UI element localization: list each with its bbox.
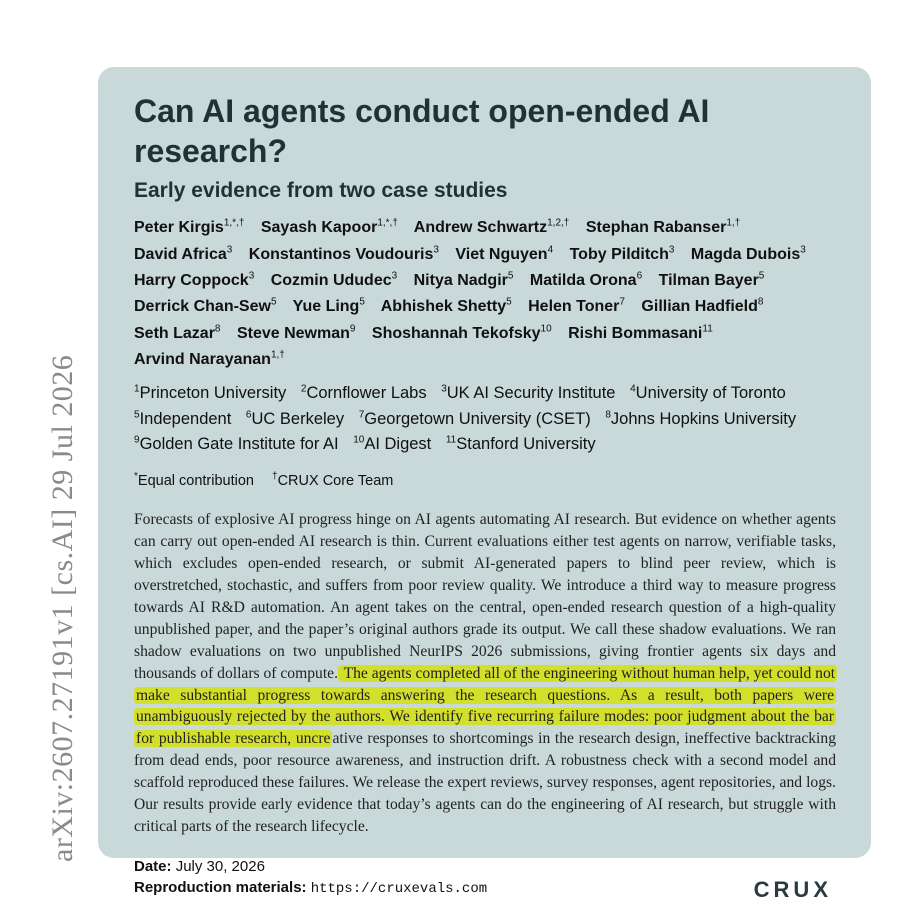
author: David Africa$^3$ [134,244,233,263]
abstract-text: ative responses to shortcomings in the research design, ineffective backtracking from dead ends, poor resource awareness, and instruction drift. A robustness check with a second model and scaffold reproduced these failures. We release the expert reviews, survey responses, agent repositories, and logs. Our results provide early evidence that today’s agents can do the engineering of AI research, but struggle with critical parts of the research lifecycle. [134,730,836,835]
footnote-equal-contribution: *Equal contribution [134,471,254,490]
author: Helen Toner$^7$ [528,296,625,316]
author: Harry Coppock$^3$ [134,270,255,289]
paper-content [134,91,836,900]
author-list [134,213,836,371]
affiliation: $^6$UC Berkeley [245,409,345,428]
abstract-highlight: The agents completed all of the engineering without human help, yet could not make substantial progress towards answering the research questions. As a result, both papers were unambiguously rejected by the authors. We identify five recurring failure modes: poor judgment about the bar for publishable research, uncre [136,664,836,748]
date-line [134,856,836,877]
affiliation: $^2$Cornflower Labs [300,383,427,403]
affiliation: $^5$Independent [134,409,232,428]
author: Abhishek Shetty$^5$ [380,296,512,316]
affiliation: $^8$Johns Hopkins University [605,409,797,428]
date-label: Date: [134,857,172,875]
repro-link[interactable]: https://cruxevals.com [310,880,488,897]
author: Konstantinos Voudouris$^3$ [248,244,439,263]
date-value: July 30, 2026 [175,857,265,875]
author: Toby Pilditch$^3$ [569,244,675,263]
repro-label: Reproduction materials: [134,878,307,896]
author: Steve Newman$^9$ [236,323,356,342]
author: Viet Nguyen$^4$ [455,244,554,263]
paper-subtitle: Early evidence from two case studies [134,179,508,202]
arxiv-stamp: arXiv:2607.27191v1 [cs.AI] 29 Jul 2026 [46,354,79,862]
author: Matilda Orona$^6$ [529,270,643,289]
author: Arvind Narayanan$^{1,\dagger}$ [134,349,285,368]
author: Shoshannah Tekofsky$^{10}$ [371,323,552,342]
paper-title: Can AI agents conduct open-ended AI research? [134,93,710,169]
footnote-core-team: †CRUX Core Team [272,471,394,490]
affiliation-list [134,379,836,456]
affiliation: $^{11}$Stanford University [445,434,596,454]
author: Peter Kirgis$^{1,*,\dagger}$ [134,218,245,237]
abstract [134,509,836,838]
crux-logo: CRUX [753,876,832,902]
abstract-text: Forecasts of explosive AI progress hinge on AI agents automating AI research. But evidence on whether agents can carry out open-ended AI research is thin. Current evaluations either test agents on narrow, verifiable tasks, which excludes open-ended research, or submit AI-generated papers to blind peer review, which is overstretched, stochastic, and suffers from poor review quality. We introduce a third way to measure progress towards AI R&D automation. An agent takes on the central, open-ended research question of a high-quality unpublished paper, and the paper’s original authors grade its output. We call these shadow evaluations. We ran shadow evaluations on two unpublished NeurIPS 2026 submissions, giving frontier agents six days and thousands of dollars of compute. [134,511,836,682]
affiliation: $^7$Georgetown University (CSET) [358,409,591,428]
author: Nitya Nadgir$^5$ [413,270,514,289]
footnote-list [134,467,836,491]
author: Stephan Rabanser$^{1,\dagger}$ [585,218,741,237]
author: Seth Lazar$^8$ [134,323,221,342]
affiliation: $^3$UK AI Security Institute [441,383,616,403]
author: Andrew Schwartz$^{1,2,\dagger}$ [413,218,570,237]
repro-line [134,877,836,900]
affiliation: $^9$Golden Gate Institute for AI [134,434,339,454]
author: Magda Dubois$^3$ [690,244,806,263]
author: Rishi Bommasani$^{11}$ [568,323,713,342]
affiliation: $^{10}$AI Digest [353,434,432,454]
author: Gillian Hadfield$^8$ [641,296,764,316]
affiliation: $^4$University of Toronto [630,383,786,403]
paper-meta [134,856,836,900]
author: Cozmin Ududec$^3$ [270,270,398,289]
affiliation: $^1$Princeton University [134,383,287,403]
author: Derrick Chan-Sew$^5$ [134,296,277,316]
author: Tilman Bayer$^5$ [658,270,765,289]
paper-card [98,67,871,902]
author: Sayash Kapoor$^{1,*,\dagger}$ [260,218,398,237]
author: Yue Ling$^5$ [292,296,365,316]
